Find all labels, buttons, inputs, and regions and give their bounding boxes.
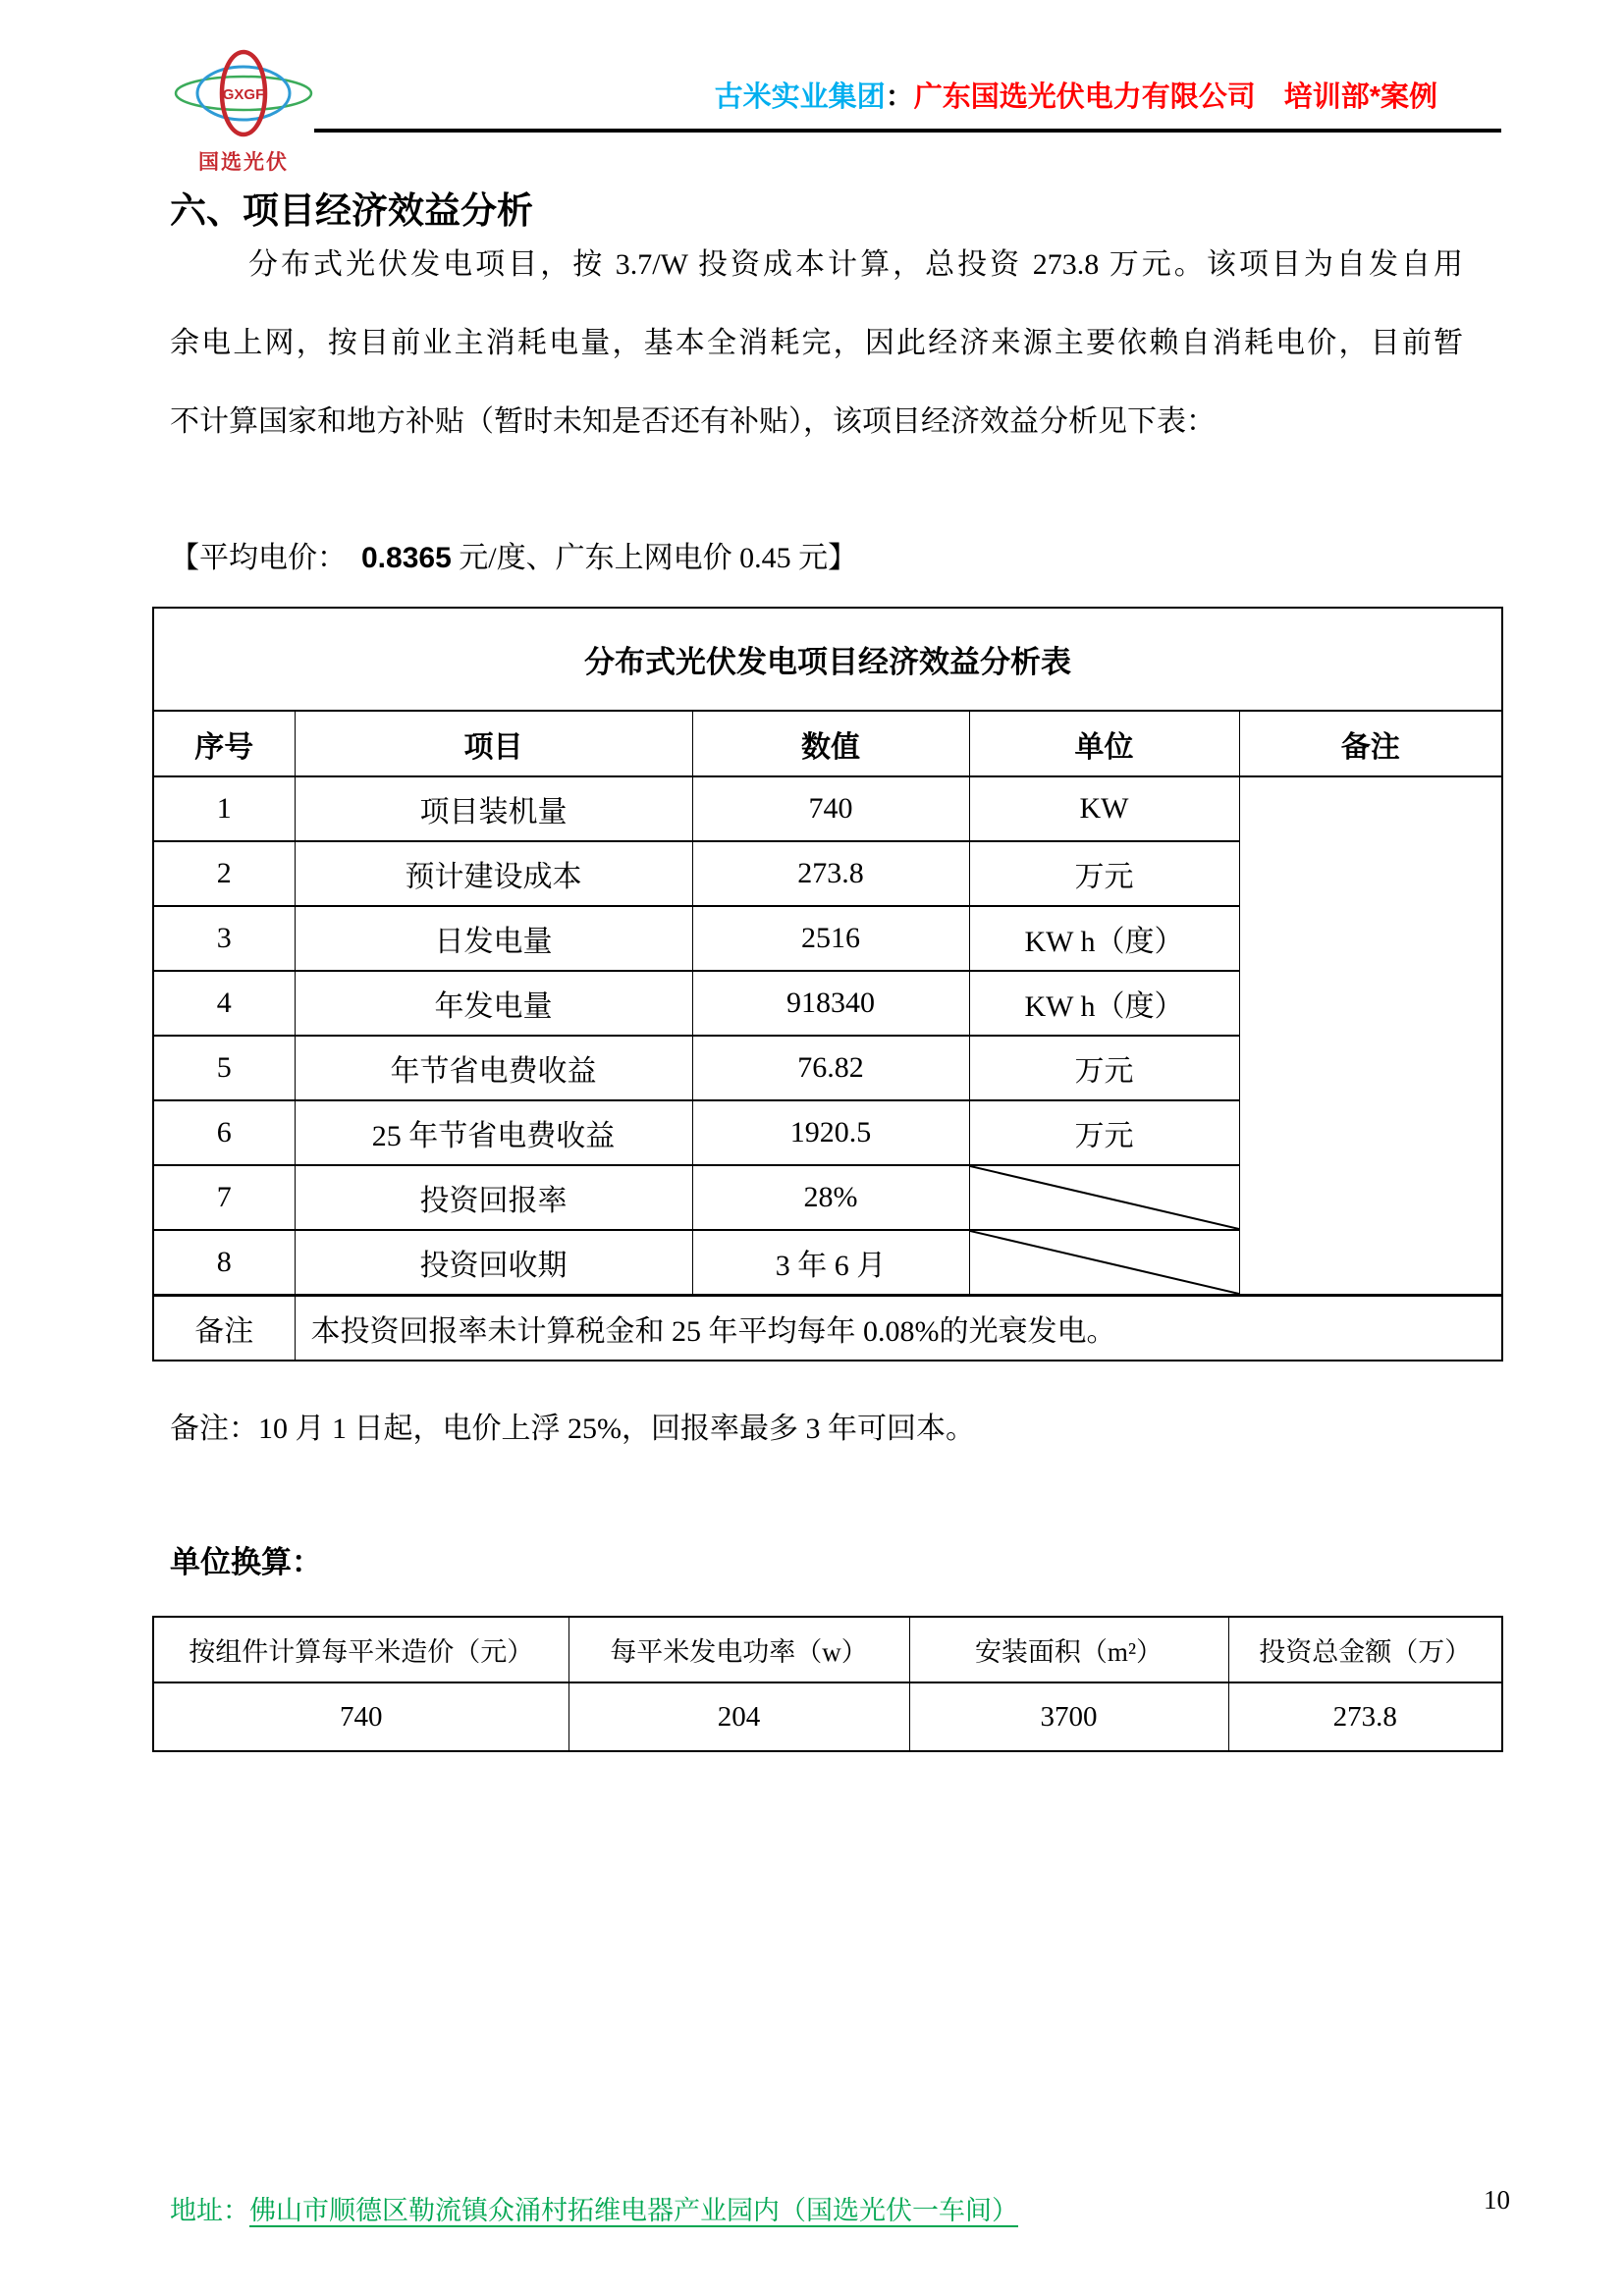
cell-unit: 万元 bbox=[969, 1100, 1239, 1165]
col-header-cost-per-sqm: 按组件计算每平米造价（元） bbox=[153, 1617, 568, 1682]
cell-value: 28% bbox=[692, 1165, 969, 1230]
cell-item: 投资回报率 bbox=[295, 1165, 692, 1230]
cell-no: 3 bbox=[153, 906, 295, 971]
col-header-value: 数值 bbox=[692, 711, 969, 776]
col-header-total-investment: 投资总金额（万） bbox=[1228, 1617, 1502, 1682]
header-title bbox=[715, 75, 1437, 115]
address-label: 地址： bbox=[170, 2196, 249, 2225]
header-rule bbox=[314, 129, 1501, 133]
price-value-main: 0.8365 bbox=[361, 542, 452, 574]
cell-no: 7 bbox=[153, 1165, 295, 1230]
table-row bbox=[153, 776, 1502, 841]
address-link[interactable]: 佛山市顺德区勒流镇众涌村拓维电器产业园内（国选光伏一车间） bbox=[249, 2196, 1018, 2225]
table-title: 分布式光伏发电项目经济效益分析表 bbox=[153, 608, 1502, 711]
cell-unit: 万元 bbox=[969, 841, 1239, 906]
paragraph-line-2: 余电上网，按目前业主消耗电量，基本全消耗完，因此经济来源主要依赖自消耗电价，目前暂 bbox=[170, 327, 1463, 359]
col-header-remark: 备注 bbox=[1239, 711, 1502, 776]
cell-unit-diagonal bbox=[969, 1230, 1239, 1296]
cell-unit: 万元 bbox=[969, 1036, 1239, 1100]
col-header-no: 序号 bbox=[153, 711, 295, 776]
table-title-row bbox=[153, 608, 1502, 711]
cell-unit: KW bbox=[969, 776, 1239, 841]
cell-total-investment: 273.8 bbox=[1228, 1682, 1502, 1751]
cell-no: 4 bbox=[153, 971, 295, 1036]
intro-paragraph bbox=[170, 226, 1463, 461]
cell-unit-diagonal bbox=[969, 1165, 1239, 1230]
cell-value: 76.82 bbox=[692, 1036, 969, 1100]
price-value-grid: 0.45 bbox=[739, 542, 791, 574]
section-title: 六、项目经济效益分析 bbox=[170, 190, 533, 231]
paragraph-line-3: 不计算国家和地方补贴（暂时未知是否还有补贴），该项目经济效益分析见下表： bbox=[170, 405, 1216, 438]
cell-item: 预计建设成本 bbox=[295, 841, 692, 906]
price-note-prefix: 【平均电价： bbox=[170, 542, 361, 574]
remark-label: 备注 bbox=[153, 1296, 295, 1362]
header-company-name: 广东国选光伏电力有限公司 培训部*案例 bbox=[913, 81, 1437, 113]
cell-item: 25 年节省电费收益 bbox=[295, 1100, 692, 1165]
price-note-mid: 元/度、广东上网电价 bbox=[451, 542, 740, 574]
diagonal-line-icon bbox=[970, 1166, 1239, 1229]
price-note-suffix: 元】 bbox=[790, 542, 858, 574]
cell-item: 年发电量 bbox=[295, 971, 692, 1036]
economic-analysis-table bbox=[152, 607, 1503, 1362]
cell-power-per-sqm: 204 bbox=[568, 1682, 909, 1751]
cell-install-area: 3700 bbox=[909, 1682, 1228, 1751]
logo-monogram: GXGF bbox=[222, 86, 265, 103]
cell-no: 6 bbox=[153, 1100, 295, 1165]
header-colon: ： bbox=[885, 81, 914, 113]
cell-item: 项目装机量 bbox=[295, 776, 692, 841]
remark-text: 本投资回报率未计算税金和 25 年平均每年 0.08%的光衰发电。 bbox=[295, 1296, 1502, 1362]
logo-icon bbox=[167, 41, 320, 145]
cell-value: 1920.5 bbox=[692, 1100, 969, 1165]
unit-conversion-heading: 单位换算： bbox=[170, 1545, 322, 1579]
cell-value: 918340 bbox=[692, 971, 969, 1036]
company-logo bbox=[165, 41, 322, 176]
unit-conversion-table bbox=[152, 1616, 1503, 1752]
cell-no: 1 bbox=[153, 776, 295, 841]
logo-caption: 国选光伏 bbox=[198, 151, 289, 174]
average-price-note bbox=[170, 536, 1463, 581]
page-number: 10 bbox=[1484, 2185, 1510, 2215]
table-remark-row bbox=[153, 1296, 1502, 1362]
table-header-row bbox=[153, 711, 1502, 776]
cell-value: 273.8 bbox=[692, 841, 969, 906]
col-header-power-per-sqm: 每平米发电功率（w） bbox=[568, 1617, 909, 1682]
diagonal-line-icon bbox=[970, 1231, 1239, 1294]
cell-no: 8 bbox=[153, 1230, 295, 1296]
cell-unit: KW h（度） bbox=[969, 971, 1239, 1036]
table-row bbox=[153, 1682, 1502, 1751]
cell-unit: KW h（度） bbox=[969, 906, 1239, 971]
cell-cost-per-sqm: 740 bbox=[153, 1682, 568, 1751]
cell-value: 2516 bbox=[692, 906, 969, 971]
header-company-group: 古米实业集团 bbox=[714, 81, 886, 113]
cell-item: 年节省电费收益 bbox=[295, 1036, 692, 1100]
note-below-table: 备注：10 月 1 日起，电价上浮 25%，回报率最多 3 年可回本。 bbox=[170, 1413, 975, 1445]
table-header-row bbox=[153, 1617, 1502, 1682]
cell-remark-merged bbox=[1239, 776, 1502, 1296]
cell-no: 2 bbox=[153, 841, 295, 906]
col-header-install-area: 安装面积（m²） bbox=[909, 1617, 1228, 1682]
cell-value: 3 年 6 月 bbox=[692, 1230, 969, 1296]
cell-value: 740 bbox=[692, 776, 969, 841]
col-header-item: 项目 bbox=[295, 711, 692, 776]
cell-item: 投资回收期 bbox=[295, 1230, 692, 1296]
footer-address bbox=[170, 2189, 1018, 2227]
paragraph-line-1: 分布式光伏发电项目，按 3.7/W 投资成本计算，总投资 273.8 万元。该项目为自发自用 bbox=[248, 248, 1463, 281]
col-header-unit: 单位 bbox=[969, 711, 1239, 776]
cell-no: 5 bbox=[153, 1036, 295, 1100]
cell-item: 日发电量 bbox=[295, 906, 692, 971]
